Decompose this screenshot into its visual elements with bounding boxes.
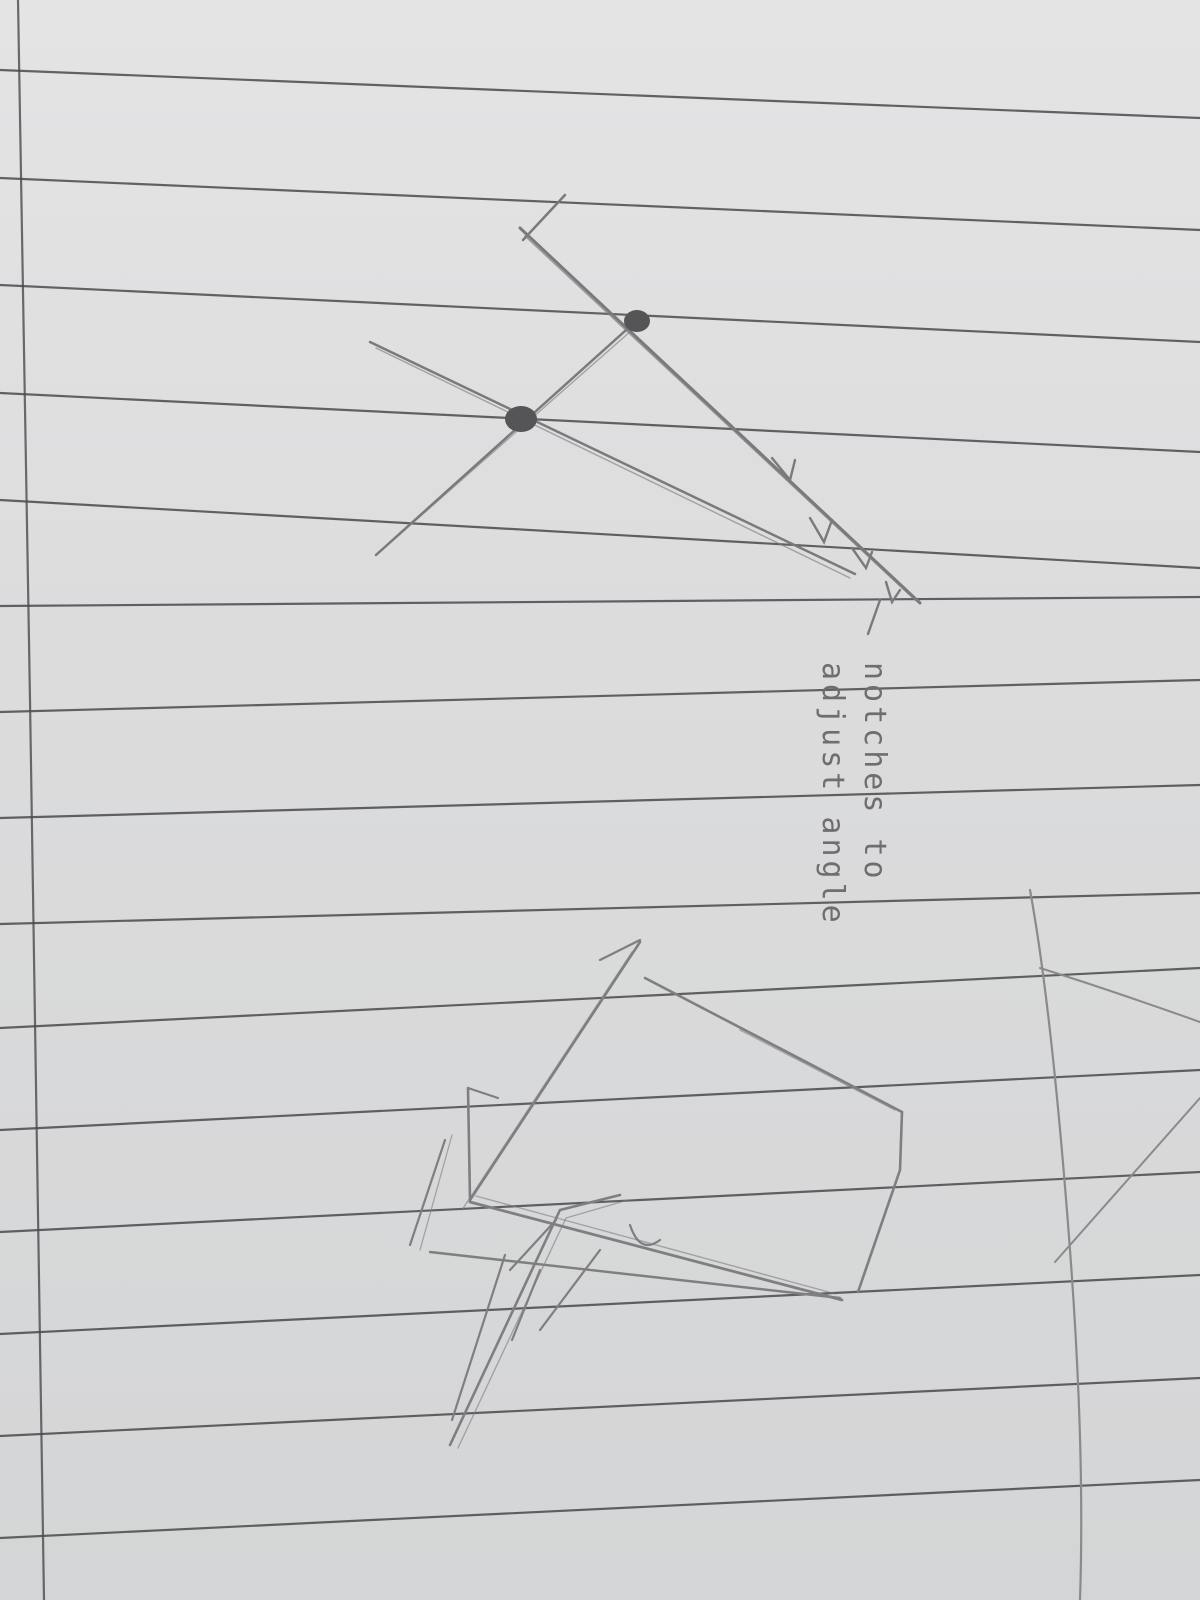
paper-rule-lines (0, 70, 1200, 1538)
rule-line (0, 893, 1200, 924)
hinge-pivot-points (505, 310, 650, 432)
pivot-dot (505, 406, 537, 432)
folded-stand-sketch (410, 940, 902, 1448)
rule-line (0, 1275, 1200, 1334)
handwritten-annotation (811, 662, 895, 927)
rule-line (0, 70, 1200, 118)
rule-line (0, 597, 1200, 606)
rule-line (0, 1070, 1200, 1130)
rule-line (0, 1480, 1200, 1538)
annotation-line-1: notches to (857, 662, 892, 883)
partial-curve-sketch (1030, 890, 1200, 1600)
rule-line (0, 500, 1200, 568)
rule-line (0, 968, 1200, 1028)
rule-line (0, 285, 1200, 342)
annotation-line-2: adjust angle (815, 662, 850, 927)
rule-line (0, 393, 1200, 452)
rule-line (0, 785, 1200, 818)
rule-line (0, 178, 1200, 230)
rule-line (0, 680, 1200, 712)
margin-line (18, 0, 44, 1600)
rule-line (0, 1378, 1200, 1436)
rule-line (0, 1172, 1200, 1232)
pivot-dot (624, 310, 650, 332)
